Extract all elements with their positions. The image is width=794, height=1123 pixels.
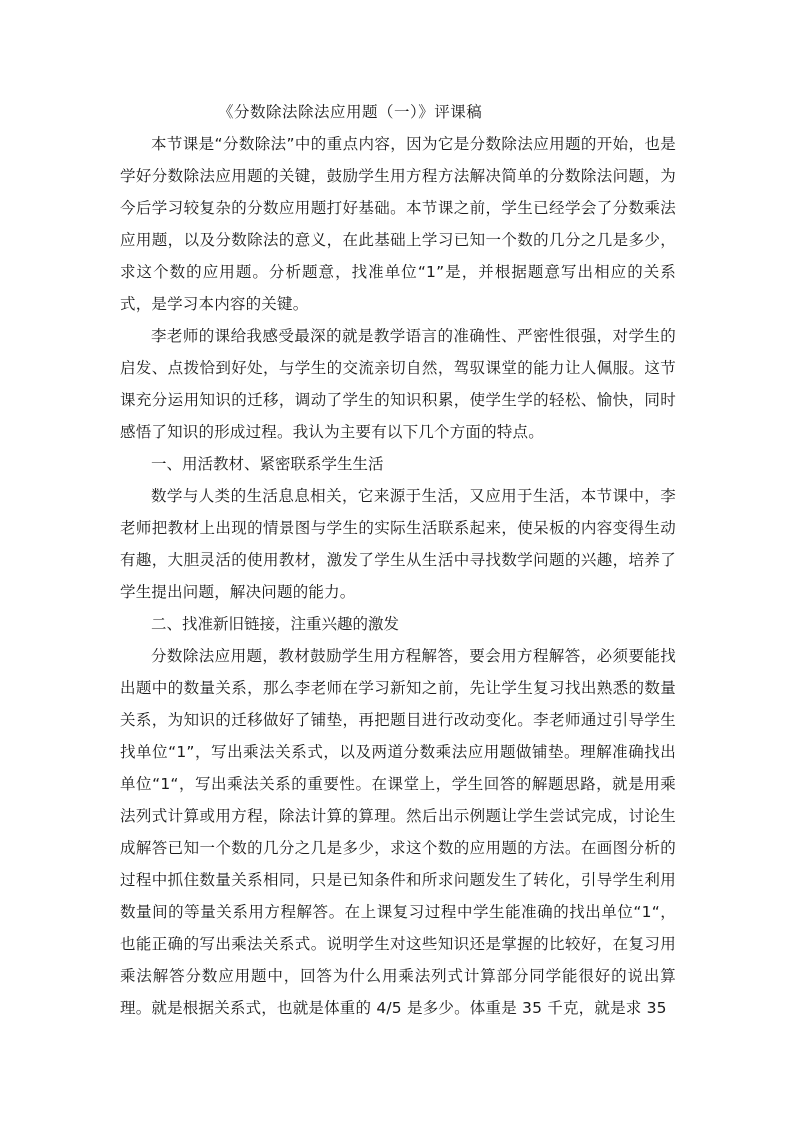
- section-heading-1: 一、用活教材、紧密联系学生生活: [151, 455, 384, 473]
- paragraph-section-1: 数学与人类的生活息息相关，它来源于生活，又应用于生活，本节课中，李老师把教材上出现的情景图与学生的实际生活联系起来，使呆板的内容变得生动有趣，大胆灵活的使用教材，激发了学生从生活中寻找数学问题的兴趣，培养了学生提出问题，解决问题的能力。: [120, 487, 676, 601]
- paragraph-impression: 李老师的课给我感受最深的就是教学语言的准确性、严密性很强，对学生的启发、点拨恰到好处，与学生的交流亲切自然，驾驭课堂的能力让人佩服。这节课充分运用知识的迁移，调动了学生的知识积累，使学生学的轻松、愉快，同时感悟了知识的形成过程。我认为主要有以下几个方面的特点。: [120, 327, 676, 441]
- paragraph-intro: 本节课是“分数除法”中的重点内容，因为它是分数除法应用题的开始，也是学好分数除法应用题的关键，鼓励学生用方程方法解决简单的分数除法问题，为今后学习较复杂的分数应用题打好基础。本节课之前，学生已经学会了分数乘法应用题，以及分数除法的意义，在此基础上学习已知一个数的几分之几是多少，求这个数的应用题。分析题意，找准单位“1”是，并根据题意写出相应的关系式，是学习本内容的关键。: [120, 135, 676, 313]
- section-heading-2: 二、找准新旧链接，注重兴趣的激发: [151, 615, 400, 633]
- paragraph-section-2: 分数除法应用题，教材鼓励学生用方程解答，要会用方程解答，必须要能找出题中的数量关系，那么李老师在学习新知之前，先让学生复习找出熟悉的数量关系，为知识的迁移做好了铺垫，再把题目进行改动变化。李老师通过引导学生找单位“1”，写出乘法关系式，以及两道分数乘法应用题做铺垫。理解准确找出单位“1“，写出乘法关系的重要性。在课堂上，学生回答的解题思路，就是用乘法列式计算或用方程，除法计算的算理。然后出示例题让学生尝试完成，讨论生成解答已知一个数的几分之几是多少，求这个数的应用题的方法。在画图分析的过程中抓住数量关系相同，只是已知条件和所求问题发生了转化，引导学生利用数量间的等量关系用方程解答。在上课复习过程中学生能准确的找出单位“1“，也能正确的写出乘法关系式。说明学生对这些知识还是掌握的比较好，在复习用乘法解答分数应用题中，回答为什么用乘法列式计算部分同学能很好的说出算理。就是根据关系式，也就是体重的 4/5 是多少。体重是 35 千克，就是求 35: [120, 647, 676, 1017]
- document-body: [120, 96, 676, 1024]
- document-title: 《分数除法除法应用题（一）》评课稿: [218, 103, 483, 121]
